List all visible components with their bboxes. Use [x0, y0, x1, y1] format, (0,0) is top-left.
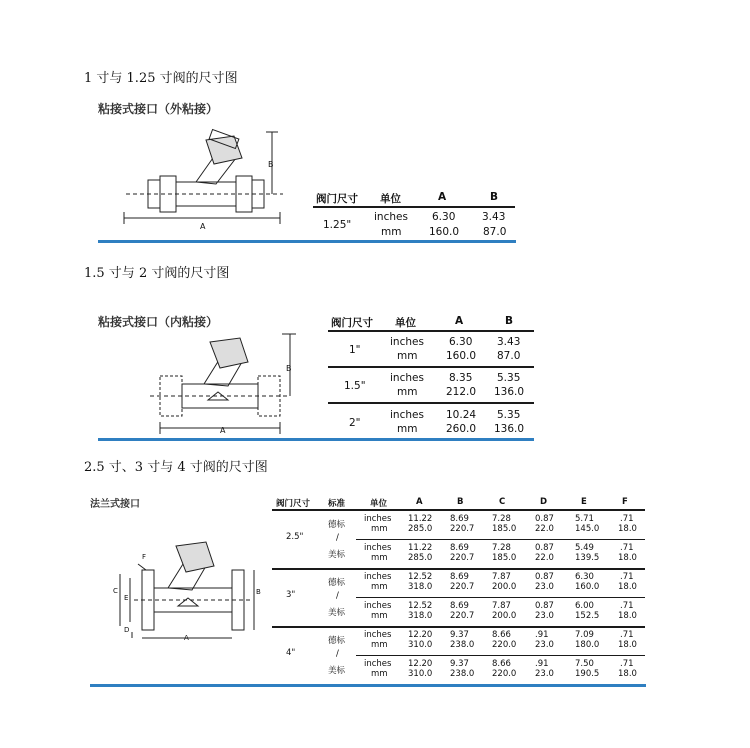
s3-cell-e-mm: 145.0 [575, 524, 600, 534]
s3-std-ansi: 美标 [328, 608, 346, 618]
s2-r3-b-mm: 136.0 [494, 423, 525, 435]
s3-cell-units-in: inches [364, 659, 392, 669]
s3-std-sep: / [336, 649, 339, 659]
s3-row-rule [356, 655, 645, 656]
s2-r1-unit-mm: mm [397, 350, 418, 362]
section1-dim-b-label: B [268, 160, 274, 169]
s2-r3-unit-mm: mm [397, 423, 418, 435]
s2-r1-size: 1" [349, 344, 361, 356]
s3-std-din: 德标 [328, 578, 346, 588]
s3-std-ansi: 美标 [328, 550, 346, 560]
s3-dim-e-label: E [124, 594, 129, 602]
s3-cell-a-in: 12.20 [408, 630, 433, 640]
s1-b-mm: 87.0 [483, 226, 507, 238]
s3-cell-b-in: 8.69 [450, 601, 469, 611]
s3-header-rule [272, 509, 645, 511]
s3-cell-units-mm: mm [371, 611, 388, 621]
s3-std-ansi: 美标 [328, 666, 346, 676]
s3-std-sep: / [336, 533, 339, 543]
s3-cell-f-in: .71 [620, 572, 634, 582]
s3-cell-f-in: .71 [620, 514, 634, 524]
s3-cell-e-mm: 139.5 [575, 553, 600, 563]
s3-cell-c-mm: 220.0 [492, 669, 517, 679]
s3-group-size: 2.5" [286, 532, 304, 542]
s3-cell-e-in: 6.30 [575, 572, 594, 582]
s3-cell-e-in: 6.00 [575, 601, 594, 611]
s2-r1-b-mm: 87.0 [497, 350, 521, 362]
s3-cell-f-mm: 18.0 [618, 553, 637, 563]
s3-cell-d-in: .91 [535, 659, 549, 669]
s2-r2-a-in: 8.35 [449, 372, 473, 384]
s3-cell-b-in: 9.37 [450, 659, 469, 669]
s3-header-std: 标准 [328, 499, 346, 509]
s3-cell-units-mm: mm [371, 669, 388, 679]
s3-dim-b-label: B [256, 588, 261, 596]
section2-valve-diagram [132, 330, 302, 440]
s2-header-rule [328, 330, 534, 332]
s3-cell-d-in: .91 [535, 630, 549, 640]
section3-title: 2.5 寸、3 寸与 4 寸阀的尺寸图 [84, 460, 268, 475]
section2-dim-a-label: A [220, 426, 226, 435]
s3-cell-b-mm: 220.7 [450, 524, 475, 534]
s3-cell-units-mm: mm [371, 582, 388, 592]
s1-row-size: 1.25" [323, 219, 352, 231]
s2-r3-size: 2" [349, 417, 361, 429]
s3-header-e: E [581, 497, 587, 507]
s2-r2-unit-mm: mm [397, 386, 418, 398]
s3-header-unit: 单位 [370, 499, 388, 509]
s3-cell-units-mm: mm [371, 553, 388, 563]
s3-cell-units-in: inches [364, 514, 392, 524]
s3-cell-f-in: .71 [620, 543, 634, 553]
s3-cell-e-in: 7.50 [575, 659, 594, 669]
s2-header-unit: 单位 [395, 317, 416, 329]
s3-cell-units-mm: mm [371, 640, 388, 650]
s3-cell-b-mm: 238.0 [450, 640, 475, 650]
s3-cell-c-in: 7.28 [492, 514, 511, 524]
s3-cell-b-in: 8.69 [450, 514, 469, 524]
s3-dim-a-label: A [184, 634, 189, 642]
s3-cell-f-mm: 18.0 [618, 611, 637, 621]
s3-header-size: 阀门尺寸 [276, 499, 311, 509]
s3-cell-d-mm: 22.0 [535, 524, 554, 534]
section3-divider [90, 684, 646, 687]
s3-cell-a-mm: 318.0 [408, 582, 433, 592]
section2-dim-b-label: B [286, 364, 292, 373]
s3-cell-e-mm: 152.5 [575, 611, 600, 621]
s1-header-size: 阀门尺寸 [316, 193, 358, 205]
s1-unit-inches: inches [374, 211, 408, 223]
s3-header-d: D [540, 497, 548, 507]
s2-r2-unit-in: inches [390, 372, 424, 384]
section2-title: 1.5 寸与 2 寸阀的尺寸图 [84, 266, 230, 281]
s3-cell-c-in: 8.66 [492, 659, 511, 669]
s3-cell-c-in: 7.87 [492, 572, 511, 582]
section3-subtitle: 法兰式接口 [90, 499, 140, 510]
s3-cell-b-mm: 238.0 [450, 669, 475, 679]
s3-cell-b-in: 9.37 [450, 630, 469, 640]
s1-a-mm: 160.0 [429, 226, 460, 238]
s2-header-a: A [455, 315, 464, 327]
s3-row-rule [356, 597, 645, 598]
s2-r2-b-in: 5.35 [497, 372, 521, 384]
s3-group-rule [272, 568, 645, 570]
s3-cell-b-mm: 220.7 [450, 582, 475, 592]
section1-subtitle: 粘接式接口（外粘接） [98, 102, 219, 116]
section2-subtitle: 粘接式接口（内粘接） [98, 315, 219, 329]
s3-cell-d-mm: 23.0 [535, 582, 554, 592]
section1-divider [98, 240, 516, 243]
s3-cell-a-in: 12.52 [408, 601, 433, 611]
s3-header-c: C [499, 497, 506, 507]
s3-cell-d-in: 0.87 [535, 543, 554, 553]
s3-std-sep: / [336, 591, 339, 601]
s3-group-size: 3" [286, 590, 296, 600]
s2-r1-a-mm: 160.0 [446, 350, 477, 362]
s3-cell-c-in: 8.66 [492, 630, 511, 640]
s3-cell-c-in: 7.28 [492, 543, 511, 553]
s3-std-din: 德标 [328, 636, 346, 646]
s3-cell-f-in: .71 [620, 630, 634, 640]
s3-dim-f-label: F [142, 553, 147, 561]
s3-cell-d-in: 0.87 [535, 514, 554, 524]
section1-valve-diagram [118, 118, 288, 228]
s3-cell-b-mm: 220.7 [450, 553, 475, 563]
s3-cell-units-mm: mm [371, 524, 388, 534]
s3-header-a: A [416, 497, 423, 507]
s3-cell-c-mm: 185.0 [492, 524, 517, 534]
s3-cell-units-in: inches [364, 572, 392, 582]
section2-divider [98, 438, 534, 441]
s3-cell-e-in: 5.49 [575, 543, 594, 553]
s3-cell-d-in: 0.87 [535, 572, 554, 582]
s2-r2-b-mm: 136.0 [494, 386, 525, 398]
s3-cell-b-mm: 220.7 [450, 611, 475, 621]
s3-cell-e-mm: 160.0 [575, 582, 600, 592]
s3-cell-c-in: 7.87 [492, 601, 511, 611]
section3-valve-diagram [108, 538, 268, 648]
s3-cell-f-in: .71 [620, 601, 634, 611]
s3-row-rule [356, 539, 645, 540]
s3-group-rule [272, 626, 645, 628]
s1-a-in: 6.30 [432, 211, 456, 223]
s1-header-a: A [438, 191, 447, 203]
s3-cell-a-mm: 318.0 [408, 611, 433, 621]
s3-cell-e-in: 7.09 [575, 630, 594, 640]
s3-cell-c-mm: 200.0 [492, 611, 517, 621]
s2-r3-a-mm: 260.0 [446, 423, 477, 435]
s2-r3-unit-in: inches [390, 409, 424, 421]
s3-cell-d-mm: 22.0 [535, 553, 554, 563]
s3-header-b: B [457, 497, 464, 507]
s3-dim-d-label: D [124, 626, 130, 634]
s3-cell-a-in: 11.22 [408, 514, 433, 524]
s2-r3-a-in: 10.24 [446, 409, 477, 421]
s3-header-f: F [622, 497, 628, 507]
s2-r2-size: 1.5" [344, 380, 366, 392]
s3-cell-e-mm: 180.0 [575, 640, 600, 650]
s3-cell-f-mm: 18.0 [618, 640, 637, 650]
s3-cell-d-in: 0.87 [535, 601, 554, 611]
s2-header-b: B [505, 315, 514, 327]
s3-cell-a-in: 11.22 [408, 543, 433, 553]
section1-dim-a-label: A [200, 222, 206, 231]
s3-cell-d-mm: 23.0 [535, 611, 554, 621]
s3-cell-b-in: 8.69 [450, 572, 469, 582]
s2-r1-unit-in: inches [390, 336, 424, 348]
s3-cell-units-in: inches [364, 543, 392, 553]
s3-cell-a-in: 12.20 [408, 659, 433, 669]
s2-r3-b-in: 5.35 [497, 409, 521, 421]
s3-cell-a-mm: 310.0 [408, 669, 433, 679]
s3-cell-d-mm: 23.0 [535, 669, 554, 679]
s1-header-b: B [490, 191, 499, 203]
s3-cell-c-mm: 185.0 [492, 553, 517, 563]
s3-cell-c-mm: 200.0 [492, 582, 517, 592]
s3-group-size: 4" [286, 648, 296, 658]
s3-cell-units-in: inches [364, 630, 392, 640]
section1-title: 1 寸与 1.25 寸阀的尺寸图 [84, 71, 238, 86]
s1-header-unit: 单位 [380, 193, 401, 205]
s3-cell-e-mm: 190.5 [575, 669, 600, 679]
s1-unit-mm: mm [381, 226, 402, 238]
s3-cell-b-in: 8.69 [450, 543, 469, 553]
s3-cell-e-in: 5.71 [575, 514, 594, 524]
s3-cell-f-mm: 18.0 [618, 524, 637, 534]
s2-row-rule [328, 366, 534, 368]
s3-std-din: 德标 [328, 520, 346, 530]
s2-r1-a-in: 6.30 [449, 336, 473, 348]
s2-row-rule [328, 402, 534, 404]
s3-cell-f-in: .71 [620, 659, 634, 669]
s3-cell-c-mm: 220.0 [492, 640, 517, 650]
s3-cell-a-mm: 310.0 [408, 640, 433, 650]
s2-header-size: 阀门尺寸 [331, 317, 373, 329]
s3-cell-a-mm: 285.0 [408, 553, 433, 563]
s3-dim-c-label: C [113, 587, 118, 595]
s3-cell-d-mm: 23.0 [535, 640, 554, 650]
s2-r2-a-mm: 212.0 [446, 386, 477, 398]
s3-cell-a-in: 12.52 [408, 572, 433, 582]
s2-r1-b-in: 3.43 [497, 336, 521, 348]
s1-header-rule [313, 206, 515, 208]
s3-cell-units-in: inches [364, 601, 392, 611]
s1-b-in: 3.43 [482, 211, 506, 223]
s3-cell-f-mm: 18.0 [618, 669, 637, 679]
s3-cell-a-mm: 285.0 [408, 524, 433, 534]
s3-cell-f-mm: 18.0 [618, 582, 637, 592]
